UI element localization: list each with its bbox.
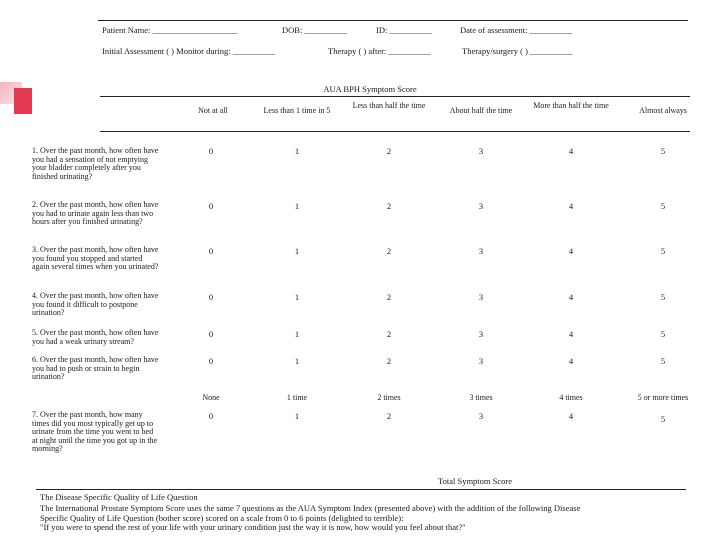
score-cell: 2 (386, 356, 392, 366)
score-cell: 2 (386, 411, 392, 421)
score-cell: 4 (568, 329, 574, 339)
nocturia-label: None (202, 393, 220, 402)
score-cell: 3 (478, 201, 484, 211)
column-header: More than half the time (533, 101, 609, 110)
score-cell: 3 (478, 146, 484, 156)
qol-title: The Disease Specific Quality of Life Question (40, 492, 198, 502)
patient-name-field: Patient Name: ____________________ (102, 25, 238, 35)
question-text: 4. Over the past month, how often have you found it difficult to postpone urination? (32, 291, 159, 317)
score-cell: 5 (660, 246, 666, 256)
score-cell: 5 (660, 292, 666, 302)
qol-text-line: Specific Quality of Life Question (bother score) scored on a scale from 0 to 6 points (delighted to terrible): (40, 513, 404, 523)
nocturia-label: 5 or more times (637, 393, 689, 402)
score-cell: 2 (386, 292, 392, 302)
score-cell: 3 (478, 292, 484, 302)
score-cell: 4 (568, 411, 574, 421)
table-title: AUA BPH Symptom Score (323, 84, 417, 94)
question-text: 5. Over the past month, how often have you had a weak urinary stream? (32, 328, 159, 346)
score-cell: 1 (294, 201, 300, 211)
score-cell: 4 (568, 201, 574, 211)
score-cell: 0 (208, 201, 214, 211)
qol-question: "If you were to spend the rest of your life with your urinary condition just the way it is now, how would you feel about that?" (40, 522, 466, 532)
column-header: Less than 1 time in 5 (263, 106, 331, 115)
qol-text-line: The International Prostate Symptom Score uses the same 7 questions as the AUA Symptom Index (presented above) with the addition of the following Disease (40, 503, 581, 513)
therapy-surgery-field: Therapy/surgery ( ) __________ (462, 46, 573, 56)
score-cell: 2 (386, 146, 392, 156)
score-cell: 0 (208, 356, 214, 366)
therapy-after-field: Therapy ( ) after: __________ (328, 46, 431, 56)
score-cell: 4 (568, 146, 574, 156)
slide-accent-red (14, 88, 32, 114)
score-cell: 5 (660, 329, 666, 339)
question-text: 3. Over the past month, how often have you found you stopped and started again several times when you urinated? (32, 245, 159, 271)
score-cell: 5 (660, 201, 666, 211)
nocturia-label: 1 time (286, 393, 308, 402)
score-cell: 1 (294, 329, 300, 339)
score-cell: 4 (568, 292, 574, 302)
score-cell: 0 (208, 329, 214, 339)
id-field: ID: __________ (376, 25, 432, 35)
score-cell: 2 (386, 201, 392, 211)
nocturia-label: 2 times (377, 393, 401, 402)
nocturia-label: 3 times (469, 393, 493, 402)
column-header: Almost always (639, 106, 687, 115)
score-cell: 0 (208, 292, 214, 302)
score-cell: 3 (478, 246, 484, 256)
score-cell: 5 (660, 414, 666, 424)
column-header: Not at all (198, 106, 228, 115)
nocturia-label: 4 times (559, 393, 583, 402)
score-cell: 2 (386, 246, 392, 256)
question-text: 2. Over the past month, how often have you had to urinate again less than two hours after you finished urinating? (32, 200, 159, 226)
score-cell: 0 (208, 411, 214, 421)
dob-field: DOB: __________ (282, 25, 347, 35)
score-cell: 3 (478, 356, 484, 366)
initial-assessment-field: Initial Assessment ( ) Monitor during: __________ (102, 46, 276, 56)
score-cell: 5 (660, 356, 666, 366)
score-cell: 1 (294, 146, 300, 156)
question-text: 6. Over the past month, how often have you had to push or strain to begin urination? (32, 355, 159, 381)
score-cell: 5 (660, 146, 666, 156)
question-text: 7. Over the past month, how many times did you most typically get up to urinate from the time you went to bed at night until the time you got up in the morning? (32, 410, 158, 453)
score-cell: 0 (208, 246, 214, 256)
score-cell: 3 (478, 411, 484, 421)
score-cell: 4 (568, 356, 574, 366)
question-text: 1. Over the past month, how often have you had a sensation of not emptying your bladder completely after you finished urinating? (32, 146, 159, 181)
header-top-rule (98, 20, 688, 21)
score-cell: 1 (294, 411, 300, 421)
total-symptom-score-label: Total Symptom Score (438, 476, 513, 486)
score-cell: 3 (478, 329, 484, 339)
table-title-rule (100, 96, 690, 97)
total-row-rule (36, 489, 686, 490)
score-cell: 1 (294, 356, 300, 366)
column-header: About half the time (449, 106, 513, 115)
score-cell: 0 (208, 146, 214, 156)
date-of-assessment-field: Date of assessment: __________ (460, 25, 573, 35)
score-cell: 2 (386, 329, 392, 339)
score-cell: 1 (294, 292, 300, 302)
score-cell: 4 (568, 246, 574, 256)
column-header: Less than half the time (352, 101, 426, 110)
score-cell: 1 (294, 246, 300, 256)
header-row-rule (100, 131, 690, 132)
